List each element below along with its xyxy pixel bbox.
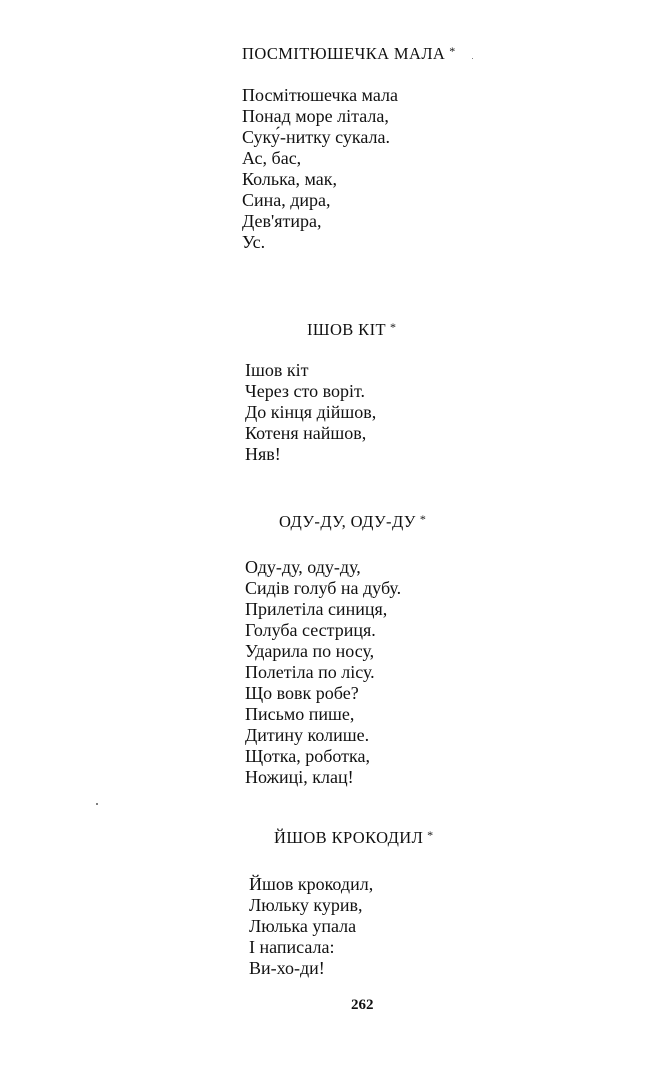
- poem-title: [279, 512, 426, 532]
- poem-title: [307, 320, 396, 340]
- poem-line: Голуба сестриця.: [245, 620, 376, 640]
- footnote-marker: *: [419, 512, 427, 526]
- poem-line: Люльку курив,: [249, 895, 363, 915]
- footnote-marker: *: [427, 828, 434, 842]
- poem-line: Дитину колише.: [245, 725, 370, 745]
- poem-line: Суку́-нитку сукала.: [242, 127, 391, 147]
- poem-line: Оду-ду, оду-ду,: [245, 557, 361, 577]
- poem-yshov-krokodyl: [249, 828, 434, 979]
- poem-line: До кінця дійшов,: [245, 402, 377, 422]
- poem-line: Ножиці, клац!: [245, 767, 354, 787]
- poem-line: Посмітюшечка мала: [242, 85, 398, 105]
- footnote-marker: *: [449, 44, 456, 58]
- poem-title: [274, 828, 434, 848]
- poem-title-text: ПОСМІТЮШЕЧКА МАЛА: [242, 44, 446, 63]
- poem-line: Ус.: [242, 232, 266, 252]
- poem-line: Ас, бас,: [242, 148, 302, 168]
- poem-stanza: [249, 874, 434, 979]
- print-speck: [472, 58, 473, 59]
- poem-posmitiushechka: [242, 44, 456, 253]
- poem-title-text: ОДУ-ДУ, ОДУ-ДУ: [279, 512, 416, 531]
- poem-line: Щотка, роботка,: [245, 746, 370, 766]
- poem-line: Прилетіла синиця,: [245, 599, 388, 619]
- poem-ishov-kit: [245, 320, 396, 465]
- poem-line: Понад море літала,: [242, 106, 389, 126]
- poem-line: Йшов крокодил,: [249, 874, 374, 894]
- poem-line: Сина, дира,: [242, 190, 331, 210]
- poem-line: І написала:: [249, 937, 335, 957]
- page-number: 262: [351, 997, 374, 1013]
- poem-line: Люлька упала: [249, 916, 357, 936]
- poem-title-text: ІШОВ КІТ: [307, 320, 386, 339]
- poem-line: Що вовк робе?: [245, 683, 359, 703]
- poem-line: Дев'ятира,: [242, 211, 322, 231]
- poem-line: Ішов кіт: [245, 360, 309, 380]
- poem-line: Колька, мак,: [242, 169, 338, 189]
- print-speck: [96, 803, 98, 805]
- footnote-marker: *: [389, 320, 397, 334]
- poem-line: Через сто воріт.: [245, 381, 366, 401]
- poem-line: Полетіла по лісу.: [245, 662, 375, 682]
- poem-title-text: ЙШОВ КРОКОДИЛ: [274, 828, 424, 847]
- poem-stanza: [242, 85, 456, 253]
- poem-title: [242, 44, 456, 64]
- poem-line: Няв!: [245, 444, 281, 464]
- poem-line: Ви-хо-ди!: [249, 958, 325, 978]
- poem-line: Сидів голуб на дубу.: [245, 578, 402, 598]
- poem-line: Ударила по носу,: [245, 641, 375, 661]
- poem-stanza: [245, 557, 426, 788]
- poem-odu-du: [245, 512, 426, 788]
- poem-stanza: [245, 360, 396, 465]
- poem-line: Котеня найшов,: [245, 423, 367, 443]
- poem-line: Письмо пише,: [245, 704, 355, 724]
